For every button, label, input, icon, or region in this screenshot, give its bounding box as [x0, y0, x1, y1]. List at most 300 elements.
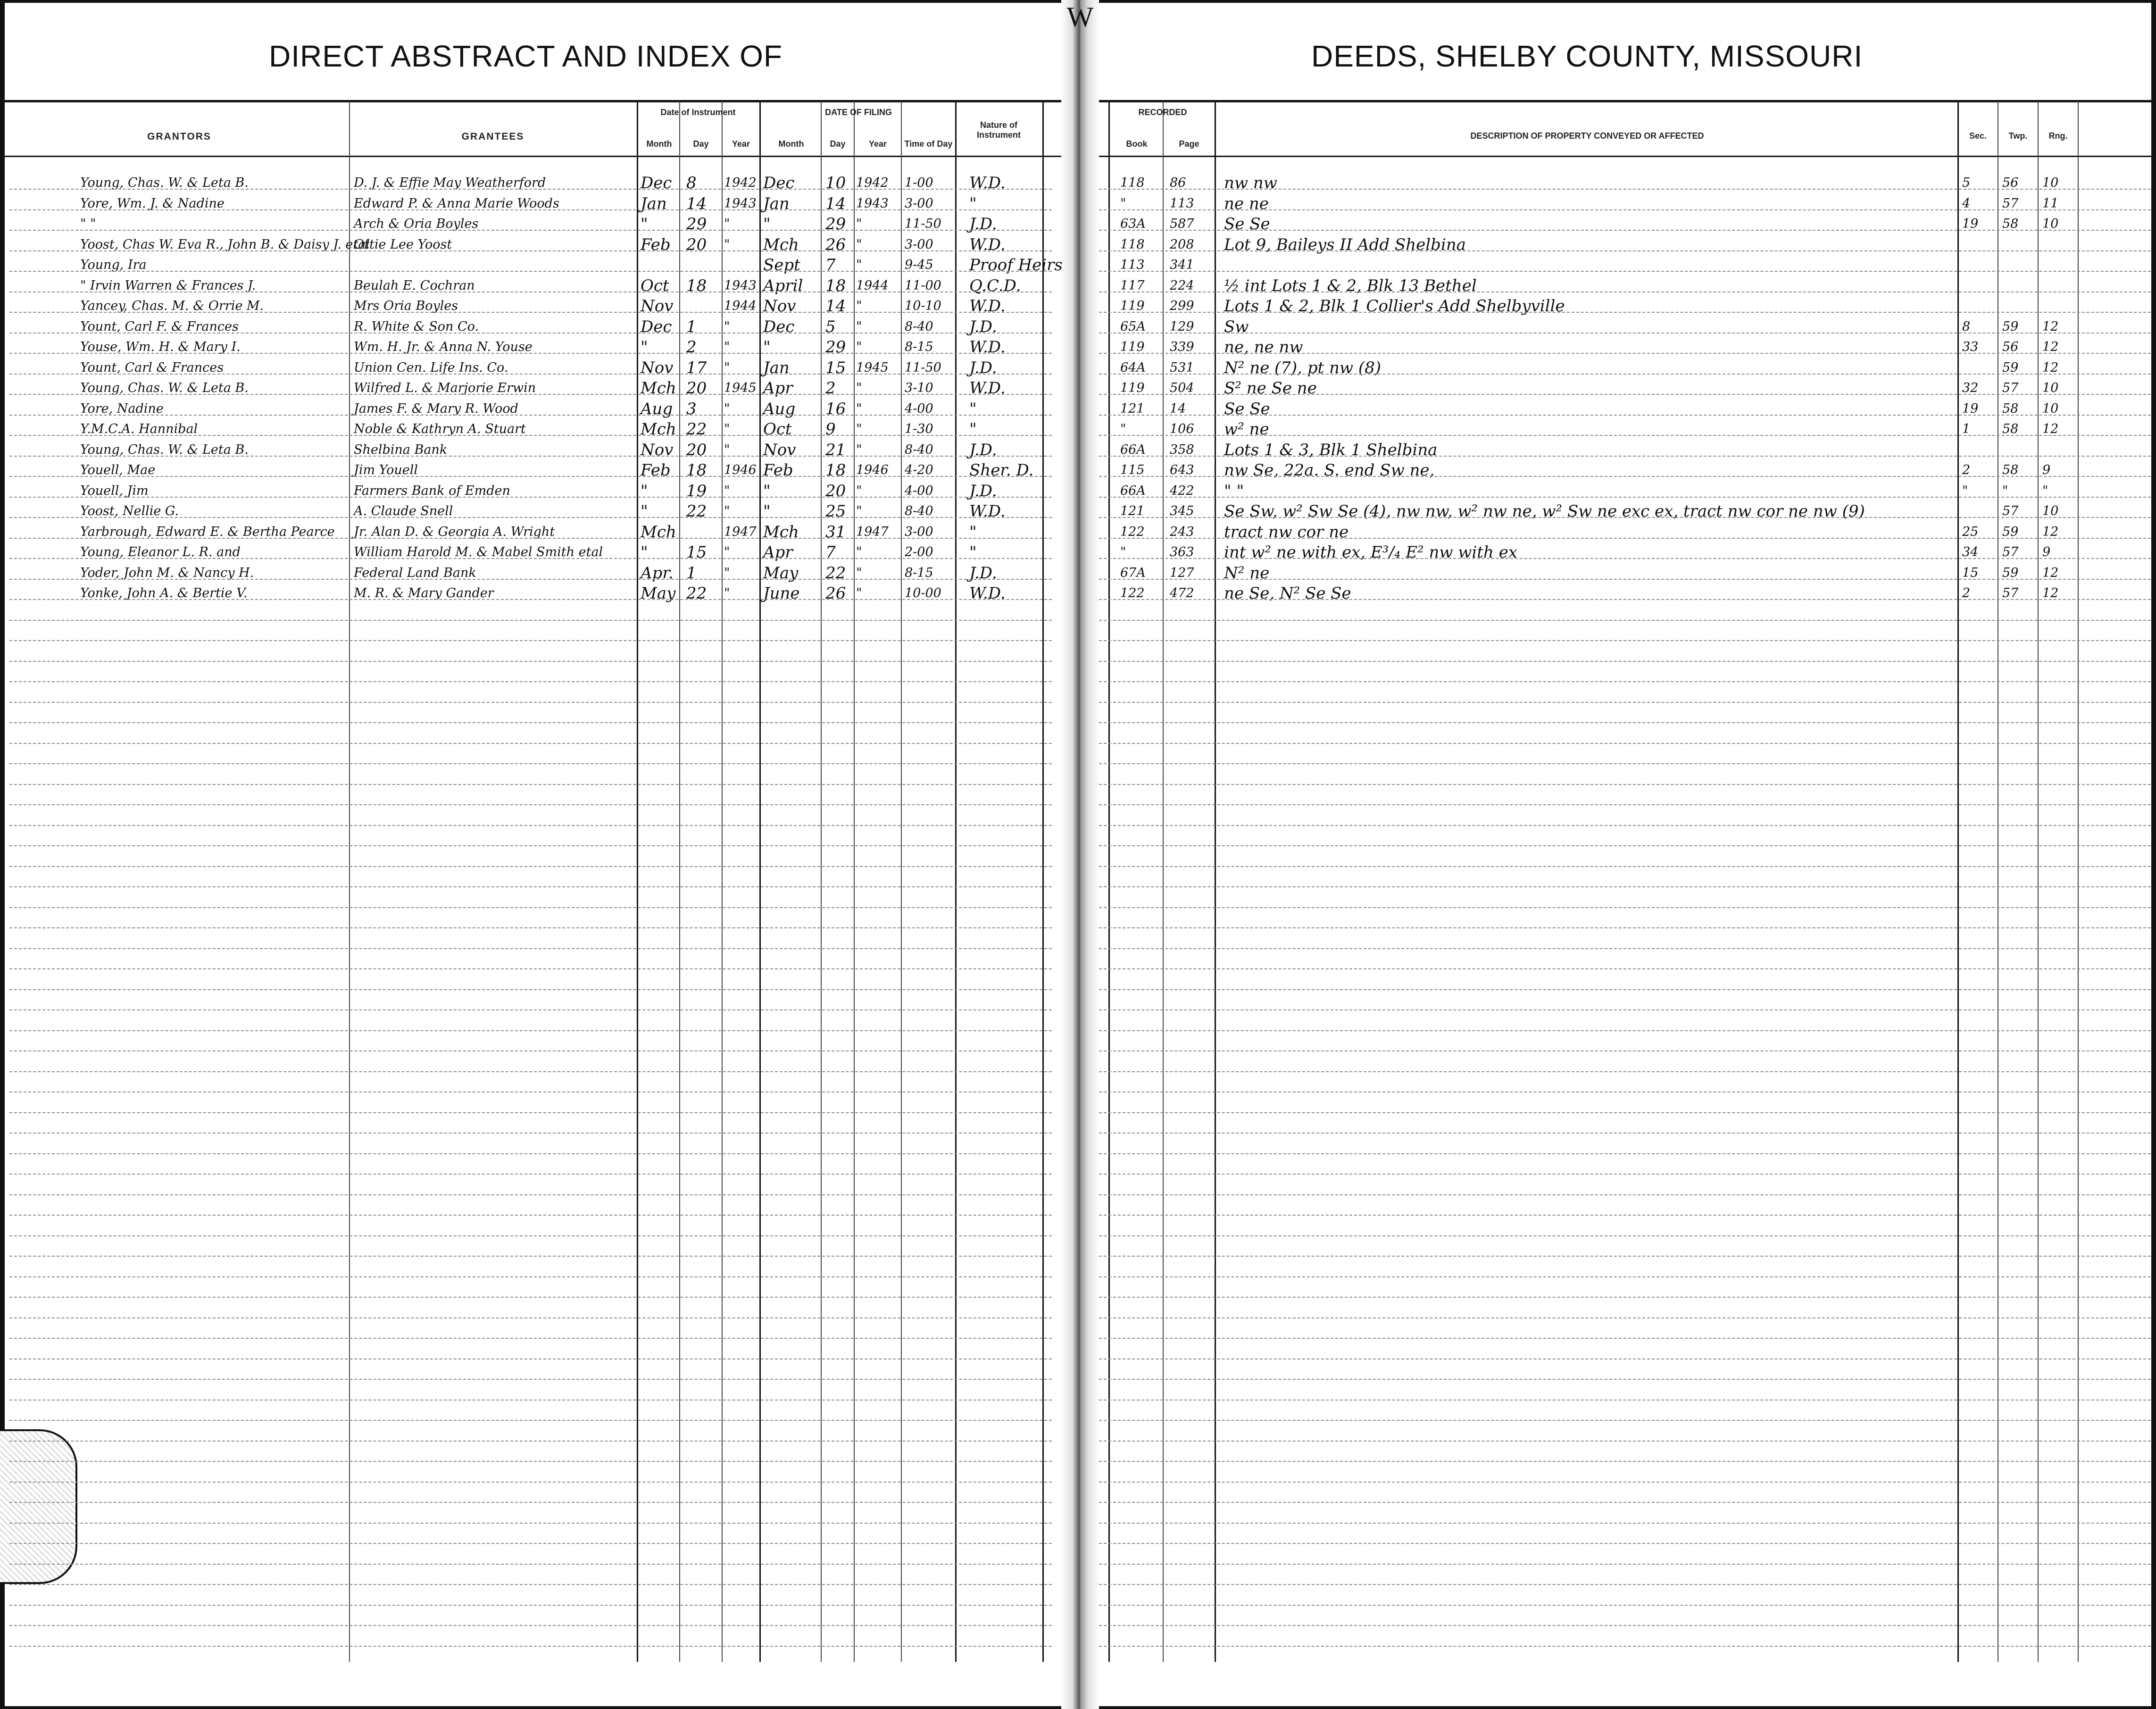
entry-nature: W.D. [969, 338, 1006, 357]
ruled-line [1099, 374, 2151, 375]
entry-grantee: Beulah E. Cochran [354, 278, 475, 293]
entry-desc: S² ne Se ne [1224, 379, 1317, 398]
entry-f-year: " [856, 565, 862, 580]
entry-f-day: 18 [825, 461, 846, 480]
entry-grantor: Young, Chas. W. & Leta B. [80, 381, 249, 395]
entry-time: 9-45 [905, 258, 933, 272]
entry-time: 11-50 [905, 217, 941, 231]
col-divider [1108, 101, 1110, 1662]
ruled-line [9, 825, 1052, 826]
entry-rng: " [2042, 483, 2048, 498]
header-nature: Nature of Instrument [976, 120, 1021, 140]
entry-grantor: Yore, Nadine [80, 401, 164, 416]
entry-i-year: 1942 [724, 175, 757, 190]
ruled-line [1099, 394, 2151, 395]
col-divider [2078, 101, 2079, 1662]
ruled-line [9, 1235, 1052, 1236]
entry-grantor: Yoost, Nellie G. [80, 504, 179, 518]
entry-book: 63A [1120, 217, 1146, 231]
entry-page: 299 [1170, 299, 1194, 313]
ruled-line [9, 1482, 1052, 1483]
ruled-line [1099, 435, 2151, 436]
entry-f-day: 9 [825, 420, 836, 439]
entry-time: 8-15 [905, 340, 933, 354]
ruled-line [1099, 1030, 2151, 1031]
entry-f-day: 29 [825, 215, 846, 233]
entry-i-year: " [724, 319, 730, 334]
entry-book: 66A [1120, 442, 1146, 457]
col-divider [1163, 101, 1164, 1662]
entry-desc: Sw [1224, 317, 1249, 336]
entry-twp: " [2002, 483, 2008, 498]
ruled-line [9, 435, 1052, 436]
header-page: Page [1179, 139, 1199, 149]
entry-f-day: 7 [825, 543, 836, 562]
entry-i-month: Aug [641, 399, 673, 418]
entry-f-month: Apr [763, 543, 793, 562]
ruled-line [9, 763, 1052, 764]
header-top-rule [5, 100, 1061, 102]
ruled-line [1099, 1584, 2151, 1585]
entry-time: 8-40 [905, 504, 933, 518]
entry-f-day: 29 [825, 338, 846, 357]
entry-page: 531 [1170, 360, 1194, 375]
entry-i-month: Apr. [641, 563, 674, 583]
entry-i-year: 1943 [724, 196, 757, 211]
ruled-line [9, 743, 1052, 744]
entry-grantor: Yount, Carl & Frances [80, 360, 224, 375]
entry-grantee: Farmers Bank of Emden [354, 483, 510, 498]
ruled-line [9, 415, 1052, 416]
entry-book: " [1120, 545, 1126, 559]
entry-rng: 12 [2042, 319, 2059, 334]
entry-i-month: Jan [641, 194, 667, 213]
header-date-filing: DATE OF FILING [825, 108, 892, 117]
entry-i-month: Mch [641, 379, 676, 398]
entry-i-month: Feb [641, 235, 671, 254]
entry-f-month: Jan [763, 358, 790, 377]
entry-f-year: " [856, 340, 862, 354]
ruled-line [9, 1564, 1052, 1565]
entry-nature: J.D. [969, 563, 997, 583]
entry-grantee: Jr. Alan D. & Georgia A. Wright [354, 524, 555, 539]
binding-tab [0, 1429, 77, 1584]
header-month: Month [646, 139, 672, 149]
entry-grantor: Youell, Jim [80, 483, 149, 498]
ruled-line [1099, 866, 2151, 867]
ruled-line [9, 1502, 1052, 1503]
entry-nature: W.D. [969, 584, 1006, 603]
ruled-line [9, 1194, 1052, 1195]
entry-grantor: Youell, Mae [80, 463, 156, 477]
header-rng: Rng. [2048, 131, 2068, 141]
entry-i-month: May [641, 584, 676, 603]
ruled-line [1099, 1276, 2151, 1277]
entry-i-year: 1945 [724, 381, 757, 395]
entry-grantee: Jim Youell [354, 463, 418, 477]
entry-grantee: A. Claude Snell [354, 504, 453, 518]
ruled-line [9, 1317, 1052, 1318]
entry-i-year: " [724, 545, 730, 559]
entry-twp: 56 [2002, 340, 2019, 354]
entry-page: 358 [1170, 442, 1194, 457]
entry-page: 224 [1170, 278, 1194, 293]
ruled-line [1099, 415, 2151, 416]
entry-i-month: " [641, 502, 648, 521]
entry-f-year: " [856, 258, 862, 272]
entry-grantor: Young, Ira [80, 258, 147, 272]
right-title: DEEDS, SHELBY COUNTY, MISSOURI [1311, 39, 1863, 73]
entry-i-month: Mch [641, 420, 676, 439]
entry-i-day: 15 [686, 543, 707, 562]
entry-sec: 32 [1962, 381, 1979, 395]
entry-page: 472 [1170, 586, 1194, 600]
entry-sec: 8 [1962, 319, 1971, 334]
entry-desc: w² ne [1224, 420, 1269, 439]
entry-grantee: Wm. H. Jr. & Anna N. Youse [354, 340, 533, 354]
ruled-line [1099, 599, 2151, 600]
entry-grantor: " " [80, 217, 96, 231]
entry-grantee: Noble & Kathryn A. Stuart [354, 422, 526, 436]
entry-nature: J.D. [969, 358, 997, 377]
col-divider [821, 101, 822, 1662]
header-grantors: GRANTORS [147, 131, 211, 142]
entry-grantee: Federal Land Bank [354, 565, 476, 580]
entry-grantee: M. R. & Mary Gander [354, 586, 494, 600]
entry-nature: W.D. [969, 297, 1006, 316]
header-description: DESCRIPTION OF PROPERTY CONVEYED OR AFFECTED [1470, 131, 1704, 141]
entry-i-month: Dec [641, 317, 672, 336]
ruled-line [1099, 845, 2151, 846]
entry-time: 11-50 [905, 360, 941, 375]
ruled-line [1099, 230, 2151, 231]
entry-f-month: Mch [763, 235, 799, 254]
ruled-line [9, 661, 1052, 662]
header-filing-year: Year [868, 139, 887, 149]
ruled-line [1099, 1050, 2151, 1051]
entry-f-month: " [763, 338, 771, 357]
col-divider [955, 101, 957, 1662]
ruled-line [1099, 722, 2151, 723]
ruled-line [9, 599, 1052, 600]
ruled-line [1099, 907, 2151, 908]
ruled-line [9, 1338, 1052, 1339]
ruled-line [1099, 558, 2151, 559]
entry-i-day: 2 [686, 338, 697, 357]
ruled-line [9, 579, 1052, 580]
header-filing-day: Day [830, 139, 846, 149]
ruled-line [9, 1153, 1052, 1154]
entry-rng: 12 [2042, 565, 2059, 580]
entry-f-month: April [763, 276, 803, 295]
ruled-line [1099, 825, 2151, 826]
entry-f-day: 2 [825, 379, 836, 398]
entry-page: 339 [1170, 340, 1194, 354]
ruled-line [1099, 538, 2151, 539]
entry-twp: 59 [2002, 360, 2019, 375]
entry-grantee: William Harold M. & Mabel Smith etal [354, 545, 603, 559]
entry-f-year: 1946 [856, 463, 889, 477]
entry-i-day: 1 [686, 317, 697, 336]
entry-i-day: 20 [686, 235, 707, 254]
entry-rng: 10 [2042, 217, 2059, 231]
ruled-line [1099, 312, 2151, 313]
entry-grantee: D. J. & Effie May Weatherford [354, 175, 546, 190]
entry-f-year: " [856, 237, 862, 252]
entry-book: 122 [1120, 586, 1145, 600]
entry-f-month: June [763, 584, 800, 603]
entry-book: 113 [1120, 258, 1145, 272]
entry-f-day: 26 [825, 584, 846, 603]
ruled-line [9, 558, 1052, 559]
entry-grantee: R. White & Son Co. [354, 319, 479, 334]
ruled-line [9, 640, 1052, 641]
entry-desc: nw nw [1224, 174, 1277, 192]
ruled-line [1099, 620, 2151, 621]
entry-grantor: Yoder, John M. & Nancy H. [80, 565, 254, 580]
header-book: Book [1126, 139, 1148, 149]
entry-desc: Lots 1 & 3, Blk 1 Shelbina [1224, 440, 1438, 459]
entry-f-day: 18 [825, 276, 846, 295]
entry-i-day: 20 [686, 379, 707, 398]
entry-sec: 5 [1962, 175, 1971, 190]
ruled-line [9, 497, 1052, 498]
entry-page: 341 [1170, 258, 1194, 272]
entry-grantor: Yancey, Chas. M. & Orrie M. [80, 299, 264, 313]
header-top-rule-right [1099, 100, 2151, 102]
entry-twp: 58 [2002, 217, 2019, 231]
entry-book: 67A [1120, 565, 1146, 580]
header-time: Time of Day [904, 139, 953, 149]
entry-desc: Lot 9, Baileys II Add Shelbina [1224, 235, 1466, 254]
entry-nature: J.D. [969, 317, 997, 336]
entry-i-year: " [724, 217, 730, 231]
entry-page: 243 [1170, 524, 1194, 539]
entry-book: 119 [1120, 299, 1145, 313]
ruled-line [9, 866, 1052, 867]
entry-rng: 12 [2042, 360, 2059, 375]
entry-time: 10-00 [905, 586, 941, 600]
ruled-line [9, 230, 1052, 231]
entry-time: 3-00 [905, 237, 933, 252]
ruled-line [1099, 948, 2151, 949]
entry-i-month: Nov [641, 440, 674, 459]
entry-desc: nw Se, 22a. S. end Sw ne, [1224, 461, 1435, 480]
entry-rng: 12 [2042, 422, 2059, 436]
entry-i-year: " [724, 340, 730, 354]
ruled-line [9, 209, 1052, 210]
entry-time: 8-40 [905, 442, 933, 457]
binding-clip-icon: W [1066, 1, 1094, 33]
entry-book: 121 [1120, 401, 1145, 416]
entry-grantee: Edward P. & Anna Marie Woods [354, 196, 559, 211]
ruled-line [9, 968, 1052, 969]
entry-desc: ne ne [1224, 194, 1269, 213]
ruled-line [9, 189, 1052, 190]
entry-i-year: " [724, 360, 730, 375]
ruled-line [9, 989, 1052, 990]
entry-f-month: Mch [763, 522, 799, 542]
entry-i-year: " [724, 422, 730, 436]
entry-book: 65A [1120, 319, 1146, 334]
entry-grantor: Yount, Carl F. & Frances [80, 319, 239, 334]
ruled-line [9, 1523, 1052, 1524]
ruled-line [1099, 968, 2151, 969]
ruled-line [9, 271, 1052, 272]
entry-time: 2-00 [905, 545, 933, 559]
entry-sec: " [1962, 483, 1968, 498]
ruled-line [1099, 1215, 2151, 1216]
entry-book: 66A [1120, 483, 1146, 498]
entry-i-month: Feb [641, 461, 671, 480]
ruled-line [1099, 1564, 2151, 1565]
entry-f-month: " [763, 215, 771, 233]
entry-grantee: Union Cen. Life Ins. Co. [354, 360, 508, 375]
entry-page: 86 [1170, 175, 1186, 190]
entry-f-year: 1945 [856, 360, 889, 375]
entry-f-day: 14 [825, 194, 846, 213]
ruled-line [1099, 1379, 2151, 1380]
ruled-line [1099, 1194, 2151, 1195]
entry-page: 14 [1170, 401, 1186, 416]
ruled-line [9, 517, 1052, 518]
entry-twp: 57 [2002, 504, 2019, 518]
ruled-line [9, 1174, 1052, 1175]
entry-nature: " [969, 399, 977, 418]
ruled-line [1099, 1133, 2151, 1134]
header-bottom-rule [5, 156, 1061, 157]
entry-rng: 10 [2042, 175, 2059, 190]
entry-time: 8-40 [905, 319, 933, 334]
col-divider [637, 101, 638, 1662]
entry-rng: 11 [2042, 196, 2059, 211]
entry-i-month: Oct [641, 276, 669, 295]
entry-f-year: " [856, 504, 862, 518]
col-divider [901, 101, 902, 1662]
entry-desc: tract nw cor ne [1224, 522, 1349, 542]
entry-f-day: 25 [825, 502, 846, 521]
entry-sec: 19 [1962, 217, 1979, 231]
ruled-line [1099, 1174, 2151, 1175]
entry-rng: 9 [2042, 463, 2051, 477]
entry-time: 3-00 [905, 196, 933, 211]
entry-i-year: " [724, 401, 730, 416]
header-recorded: RECORDED [1138, 108, 1187, 117]
right-page [1085, 0, 2156, 1709]
ruled-line [1099, 250, 2151, 251]
header-date-instrument: Date of Instrument [660, 108, 736, 117]
entry-i-day: 29 [686, 215, 707, 233]
ruled-line [9, 1543, 1052, 1544]
entry-i-year: " [724, 237, 730, 252]
ruled-line [9, 948, 1052, 949]
entry-i-day: 22 [686, 420, 707, 439]
ruled-line [1099, 763, 2151, 764]
entry-twp: 56 [2002, 175, 2019, 190]
ruled-line [1099, 1256, 2151, 1257]
entry-book: 121 [1120, 504, 1145, 518]
entry-f-year: " [856, 319, 862, 334]
entry-twp: 59 [2002, 319, 2019, 334]
entry-i-month: " [641, 543, 648, 562]
entry-twp: 57 [2002, 381, 2019, 395]
entry-i-day: 19 [686, 481, 707, 500]
entry-time: 10-10 [905, 299, 941, 313]
col-divider [854, 101, 855, 1662]
ruled-line [9, 1379, 1052, 1380]
entry-page: 363 [1170, 545, 1194, 559]
entry-i-day: 22 [686, 502, 707, 521]
ruled-line [1099, 1317, 2151, 1318]
entry-grantor: Young, Chas. W. & Leta B. [80, 442, 249, 457]
ruled-line [9, 886, 1052, 887]
ruled-line [9, 1133, 1052, 1134]
entry-time: 1-30 [905, 422, 933, 436]
entry-page: 106 [1170, 422, 1194, 436]
ruled-line [9, 250, 1052, 251]
ruled-line [9, 312, 1052, 313]
entry-f-month: Sept [763, 256, 800, 275]
header-bottom-rule-right [1099, 156, 2151, 157]
entry-time: 8-15 [905, 565, 933, 580]
entry-time: 4-20 [905, 463, 933, 477]
entry-sec: 33 [1962, 340, 1979, 354]
entry-nature: " [969, 522, 977, 542]
entry-nature: W.D. [969, 235, 1006, 254]
entry-f-month: Apr [763, 379, 793, 398]
entry-nature: Proof Heirs [969, 256, 1063, 275]
entry-page: 127 [1170, 565, 1194, 580]
entry-time: 3-10 [905, 381, 933, 395]
ruled-line [9, 353, 1052, 354]
ruled-line [9, 456, 1052, 457]
ruled-line [9, 620, 1052, 621]
entry-nature: W.D. [969, 379, 1006, 398]
entry-f-year: " [856, 586, 862, 600]
ruled-line [9, 702, 1052, 703]
entry-f-day: 21 [825, 440, 846, 459]
ruled-line [1099, 497, 2151, 498]
entry-desc: ne, ne nw [1224, 338, 1303, 357]
entry-i-day: 22 [686, 584, 707, 603]
header-grantees: GRANTEES [461, 131, 524, 142]
entry-page: 345 [1170, 504, 1194, 518]
entry-i-month: Nov [641, 358, 674, 377]
ruled-line [1099, 1543, 2151, 1544]
ruled-line [9, 1215, 1052, 1216]
entry-f-day: 14 [825, 297, 846, 316]
entry-rng: 12 [2042, 586, 2059, 600]
ruled-line [1099, 517, 2151, 518]
entry-rng: 10 [2042, 401, 2059, 416]
entry-nature: J.D. [969, 215, 997, 233]
ruled-line [1099, 1461, 2151, 1462]
entry-i-day: 8 [686, 174, 697, 192]
entry-f-day: 15 [825, 358, 846, 377]
entry-desc: N² ne (7), pt nw (8) [1224, 358, 1381, 377]
entry-desc: int w² ne with ex, E³/₄ E² nw with ex [1224, 543, 1517, 562]
entry-rng: 10 [2042, 381, 2059, 395]
entry-f-year: " [856, 381, 862, 395]
entry-i-year: " [724, 586, 730, 600]
entry-f-day: 31 [825, 522, 846, 542]
entry-book: " [1120, 422, 1126, 436]
ruled-line [9, 394, 1052, 395]
ruled-line [1099, 1523, 2151, 1524]
ruled-line [9, 1071, 1052, 1072]
entry-desc: ½ int Lots 1 & 2, Blk 13 Bethel [1224, 276, 1477, 295]
entry-page: 129 [1170, 319, 1194, 334]
